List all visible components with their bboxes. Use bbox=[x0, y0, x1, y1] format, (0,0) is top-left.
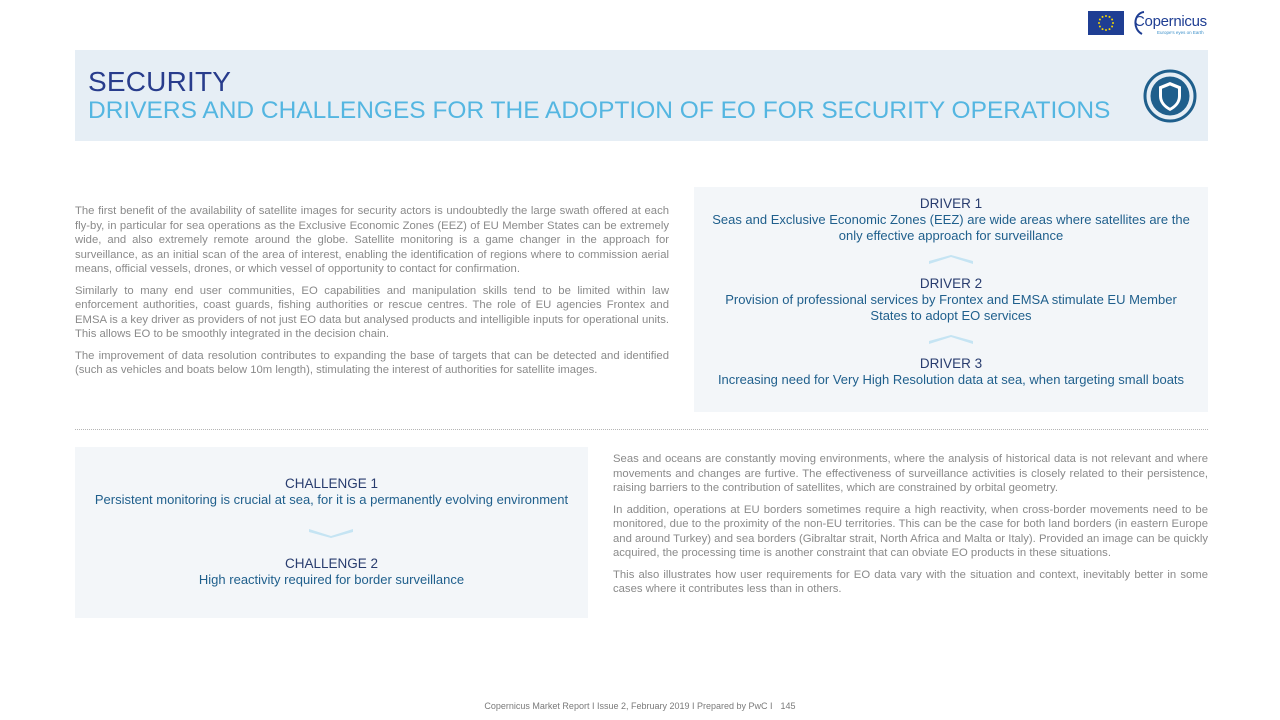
chevron-up-icon bbox=[929, 335, 973, 345]
shield-icon bbox=[1143, 69, 1197, 123]
footer-text: Copernicus Market Report I Issue 2, February 2019 I Prepared by PwC I bbox=[484, 701, 773, 711]
copernicus-wordmark bbox=[1130, 9, 1206, 37]
copernicus-tagline: Europe's eyes on Earth bbox=[1157, 30, 1204, 35]
driver-text: Increasing need for Very High Resolution data at sea, when targeting small boats bbox=[717, 372, 1185, 387]
drivers-panel bbox=[694, 187, 1208, 412]
challenge-title: CHALLENGE 1 bbox=[284, 476, 379, 491]
challenges-paragraph: This also illustrates how user requirements for EO data vary with the situation and context, inevitably better in some cases where it contributes less than in others. bbox=[613, 568, 1208, 595]
driver-item bbox=[694, 356, 1208, 388]
chevron-up-icon bbox=[929, 255, 973, 265]
driver-item bbox=[694, 276, 1208, 324]
intro-text bbox=[75, 204, 669, 385]
eu-flag-icon bbox=[1088, 11, 1124, 35]
copernicus-logo bbox=[1088, 9, 1206, 37]
copernicus-brand-text: Copernicus bbox=[1134, 13, 1207, 30]
intro-paragraph: Similarly to many end user communities, EO capabilities and manipulation skills tend to be limited within law enforcement authorities, coast guards, fishing authorities or rescue centres. The role of EU agencies Frontex and EMSA is a key driver as providers of not just EO data but analysed products and intelligible inputs for operational units. This allows EO to be smoothly integrated in the decision chain. bbox=[75, 284, 669, 340]
page-footer bbox=[0, 701, 1280, 711]
driver-text: Provision of professional services by Frontex and EMSA stimulate EU Member States to adopt EO services bbox=[725, 292, 1177, 323]
page-subtitle: DRIVERS AND CHALLENGES FOR THE ADOPTION OF EO FOR SECURITY OPERATIONS bbox=[88, 97, 1111, 124]
challenges-paragraph: Seas and oceans are constantly moving environments, where the analysis of historical data is not relevant and where movements and changes are furtive. The effectiveness of surveillance activities is closely related to their persistence, raising barriers to the contribution of satellites, which are constrained by orbital geometry. bbox=[613, 453, 1208, 494]
chevron-down-icon bbox=[309, 528, 353, 538]
intro-paragraph: The improvement of data resolution contributes to expanding the base of targets that can be detected and identified (such as vehicles and boats below 10m length), stimulating the interest of authorities for satellite images. bbox=[75, 349, 669, 376]
challenges-paragraph: In addition, operations at EU borders sometimes require a high reactivity, when cross-border movements need to be monitored, due to the proximity of the non-EU territories. This can be the case for both land borders (in eastern Europe and around Turkey) and sea borders (Gibraltar strait, North Africa and Malta or Italy). Provided an image can be quickly acquired, the processing time is another constraint that can obviate EO products in these situations. bbox=[613, 503, 1208, 559]
challenge-item bbox=[75, 556, 588, 588]
challenge-text: Persistent monitoring is crucial at sea, for it is a permanently evolving environment bbox=[94, 492, 569, 507]
challenge-title: CHALLENGE 2 bbox=[284, 556, 379, 571]
driver-item bbox=[694, 196, 1208, 244]
driver-title: DRIVER 2 bbox=[919, 276, 983, 291]
intro-paragraph: The first benefit of the availability of satellite images for security actors is undoubtedly the large swath offered at each fly-by, in particular for sea operations as the Exclusive Economic Zones (EEZ) of EU Member States can be extremely wide, and also extremely remote around the globe. Satellite monitoring is a game changer in the approach for surveillance, as an initial scan of the area of interest, enabling the identification of regions where to commission aerial means, official vessels, drones, or which vessel of opportunity to contact for confirmation. bbox=[75, 205, 669, 275]
page-title: SECURITY bbox=[88, 66, 232, 97]
driver-text: Seas and Exclusive Economic Zones (EEZ) are wide areas where satellites are the only effective approach for surveillance bbox=[712, 212, 1190, 243]
driver-title: DRIVER 3 bbox=[919, 356, 983, 371]
page-number: 145 bbox=[780, 701, 796, 711]
section-header bbox=[75, 50, 1208, 141]
challenge-item bbox=[75, 476, 588, 508]
section-divider bbox=[75, 429, 1208, 430]
challenges-text bbox=[613, 452, 1208, 604]
challenges-panel bbox=[75, 447, 588, 618]
driver-title: DRIVER 1 bbox=[919, 196, 983, 211]
challenge-text: High reactivity required for border surveillance bbox=[198, 572, 465, 587]
